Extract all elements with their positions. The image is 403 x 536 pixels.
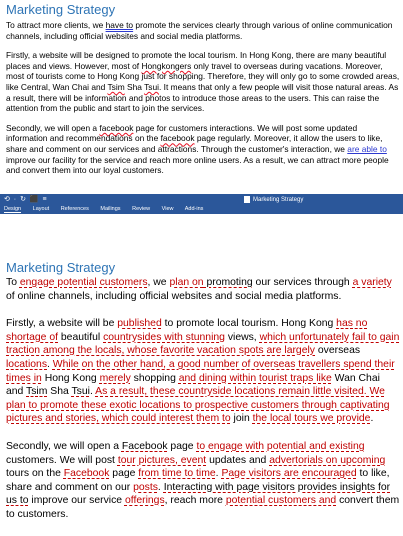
tab-review[interactable]: Review [132, 206, 151, 212]
text-run: convert them to customers. [6, 495, 400, 520]
text-run: page for customers interactions. We will post some updated information and recommendations on the [6, 122, 358, 144]
text-run: overseas [315, 345, 361, 357]
marked-text: engage potential customers [19, 277, 148, 288]
text-run: only travel to overseas during vacations. Moreover, most of tourists come to Hong Kong just for shopping. Therefore, they will only go to some crowded areas, like Central, Wan Chai and [6, 60, 400, 92]
marked-text: are able to [347, 143, 387, 154]
marked-text: Tsui [71, 386, 90, 398]
marked-text: posts [133, 481, 158, 493]
marked-text: facebook [160, 133, 195, 144]
document-icon [244, 196, 250, 203]
marked-text: promoting [203, 277, 253, 288]
marked-text: and dining within tourist traps like [178, 372, 332, 384]
marked-text: Tsim [26, 386, 48, 398]
tab-layout[interactable]: Layout [32, 206, 50, 212]
text-run: , we [147, 277, 170, 288]
text-run: updates and [206, 454, 270, 466]
text-run: beautiful [58, 331, 104, 343]
word-ribbon [0, 194, 403, 214]
paragraph [6, 440, 400, 522]
quick-access-toolbar[interactable]: ⟲ · ↻ ⬛ ≡ [4, 196, 48, 203]
ribbon-tabs [4, 206, 213, 212]
text-run: join [230, 413, 253, 425]
marked-text: Interacting with page visitors provides insights for us to [6, 481, 391, 507]
marked-text: from time to time [138, 468, 216, 480]
text-run: Firstly, a website will be designed to promote the local tourism. In Hong Kong, there are many beautiful places and views. However, most of [6, 50, 387, 71]
text-run: page [167, 440, 197, 452]
marked-text: potential customers and [225, 495, 337, 507]
text-run: to like, share and comment on our [6, 468, 390, 493]
tab-mailings[interactable]: Mailings [100, 206, 121, 212]
text-run: promote the services clearly through various of online communication channels, including official websites and social media platforms. [6, 20, 393, 41]
ribbon-toolbar-area [0, 214, 403, 256]
paragraph [6, 123, 400, 176]
paragraph [6, 20, 400, 41]
text-run: . [47, 358, 53, 370]
window-title [244, 196, 303, 203]
marked-text: Facebook [121, 440, 168, 452]
marked-text: the local tours we provide [252, 413, 371, 425]
marked-text: plan on [169, 277, 204, 288]
marked-text: Page visitors are encouraged [221, 468, 357, 480]
text-run: To attract more clients, we [6, 20, 106, 30]
text-run: page regularly. Moreover, it allow the users to like, share and comment on our services and attractions. Through the customer's interaction, we [6, 133, 383, 154]
marked-text: published [117, 318, 162, 330]
document-title-edited: Marketing Strategy [6, 260, 116, 275]
marked-text: Facebook [63, 468, 110, 480]
text-run: Sha [124, 81, 145, 92]
text-run: . [157, 481, 164, 493]
marked-text: countrysides with stunning [103, 331, 225, 343]
text-run: Firstly, a website will be [6, 318, 118, 330]
marked-text: facebook [99, 122, 134, 133]
tab-design[interactable]: Design [4, 206, 22, 212]
paragraph [6, 50, 400, 114]
paragraph [6, 276, 400, 303]
marked-text: Tsui [144, 81, 160, 92]
tab-add-ins[interactable]: Add-ins [184, 206, 204, 212]
marked-text: a variety [352, 277, 392, 288]
text-run: Wan Chai and [6, 372, 380, 398]
marked-text: has no shortage of [6, 318, 368, 343]
marked-text: While on the other hand, a good number of overseas travellers spend their times in [6, 358, 395, 384]
text-run: . [89, 386, 96, 398]
text-run: , reach more [164, 495, 226, 507]
marked-text: advertorials on upcoming [269, 454, 386, 466]
marked-text: As a result, these countryside locations remain little visited. We plan to promote these exotic locations to prospective customers through captivating pictures and stories, which could interest them to [6, 386, 390, 425]
marked-text: offerings [124, 495, 165, 507]
text-run: our services through [252, 277, 353, 288]
marked-text: which unfortunately fail to gain traction among the locals, whose favorite vacation spots are largely [6, 331, 400, 357]
edited-document [6, 256, 400, 536]
tab-view[interactable]: View [161, 206, 174, 212]
original-document [6, 0, 400, 185]
text-run: to promote local tourism. Hong Kong [161, 318, 337, 330]
window-title-text: Marketing Strategy [253, 197, 304, 204]
text-run: page [109, 468, 139, 480]
text-run: customers. We will post [6, 454, 118, 466]
text-run: Sha [47, 386, 72, 398]
text-run: tours on the [6, 468, 64, 480]
marked-text: have to [105, 20, 134, 30]
tab-references[interactable]: References [60, 206, 89, 212]
marked-text: locations [6, 358, 48, 370]
marked-text: to engage with potential and existing [196, 440, 365, 452]
text-run: shopping [130, 372, 179, 384]
text-run: Secondly, we will open a [6, 122, 100, 133]
marked-text: Tsim [107, 81, 125, 92]
marked-text: tour pictures, event [117, 454, 207, 466]
text-run: Secondly, we will open a [6, 440, 122, 452]
text-run: . [215, 468, 222, 480]
marked-text: Hongkongers [141, 60, 192, 71]
text-run: To [6, 277, 20, 288]
text-run: . It means that only a few people will visit those natural areas. As a result, there will be information and photos to introduce those areas to the users. This can raise the attention from the public and start to join the services. [6, 81, 399, 114]
text-run: views, [224, 331, 260, 343]
text-run: . [370, 413, 374, 425]
text-run: improve our facility for the service and reach more online users. As a result, we can attract more people and convert them into our loyal customers. [6, 154, 389, 176]
document-title: Marketing Strategy [6, 2, 116, 17]
text-run: Hong Kong [41, 372, 100, 384]
marked-text: merely [99, 372, 131, 384]
text-run: of online channels, including official websites and social media platforms. [6, 290, 342, 302]
paragraph [6, 317, 400, 426]
text-run: improve our service [28, 495, 125, 507]
